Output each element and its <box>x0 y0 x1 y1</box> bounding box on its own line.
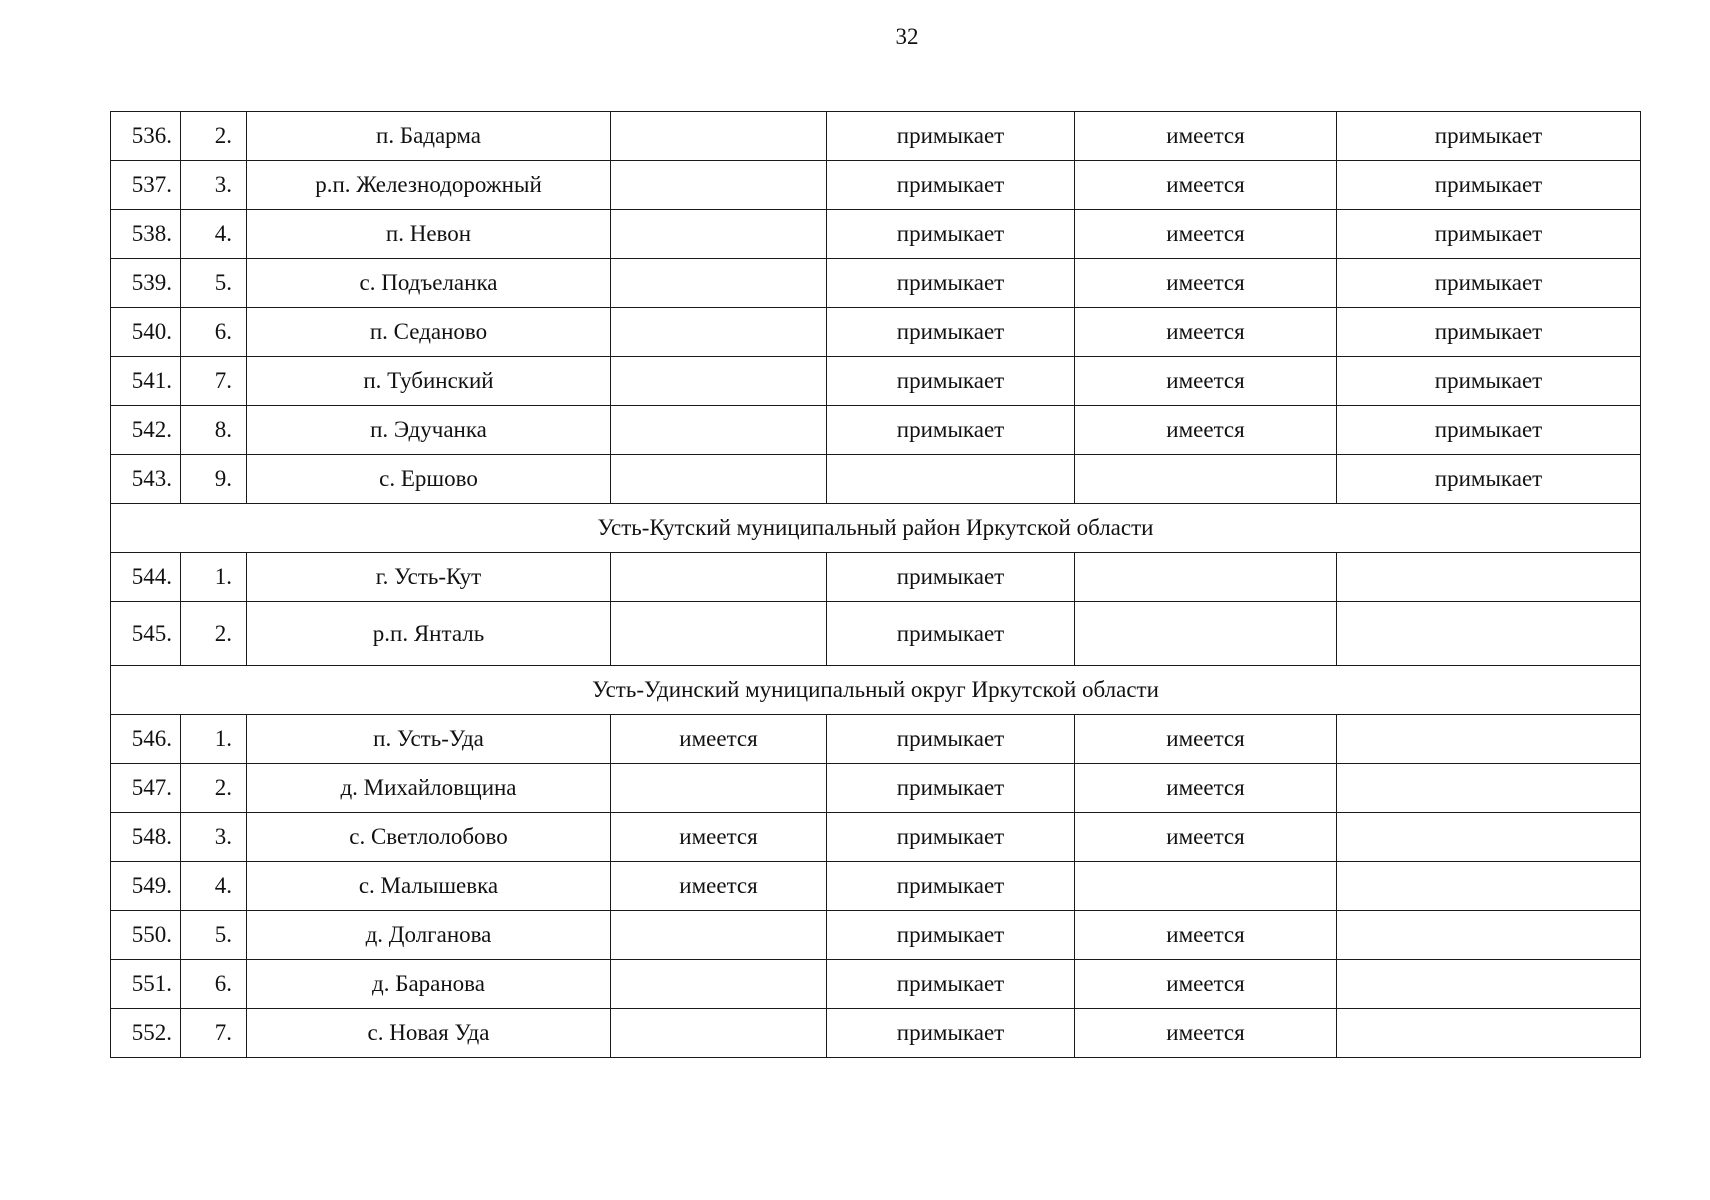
cell-col4 <box>611 161 827 210</box>
table-row <box>111 602 1641 666</box>
cell-col7 <box>1337 764 1641 813</box>
cell-col6: имеется <box>1075 112 1337 161</box>
settlement-name: д. Баранова <box>247 960 611 1009</box>
cell-col4 <box>611 911 827 960</box>
row-subnumber: 2. <box>181 112 247 161</box>
cell-col5: примыкает <box>827 161 1075 210</box>
table-row <box>111 715 1641 764</box>
row-subnumber: 5. <box>181 911 247 960</box>
settlement-name: д. Долганова <box>247 911 611 960</box>
cell-col4 <box>611 455 827 504</box>
cell-col6: имеется <box>1075 357 1337 406</box>
row-number: 546. <box>111 715 181 764</box>
table-row <box>111 357 1641 406</box>
row-number: 540. <box>111 308 181 357</box>
cell-col4 <box>611 210 827 259</box>
cell-col6: имеется <box>1075 308 1337 357</box>
cell-col4 <box>611 112 827 161</box>
settlement-name: п. Эдучанка <box>247 406 611 455</box>
settlement-name: п. Усть-Уда <box>247 715 611 764</box>
cell-col5: примыкает <box>827 602 1075 666</box>
cell-col6 <box>1075 602 1337 666</box>
cell-col5: примыкает <box>827 259 1075 308</box>
table-row <box>111 112 1641 161</box>
cell-col4: имеется <box>611 862 827 911</box>
settlement-name: с. Новая Уда <box>247 1009 611 1058</box>
cell-col6: имеется <box>1075 715 1337 764</box>
table-row <box>111 455 1641 504</box>
cell-col7: примыкает <box>1337 210 1641 259</box>
cell-col5: примыкает <box>827 960 1075 1009</box>
table-row <box>111 553 1641 602</box>
cell-col7: примыкает <box>1337 455 1641 504</box>
cell-col7 <box>1337 911 1641 960</box>
row-subnumber: 3. <box>181 813 247 862</box>
table-row <box>111 813 1641 862</box>
settlement-name: п. Тубинский <box>247 357 611 406</box>
row-subnumber: 6. <box>181 960 247 1009</box>
cell-col5: примыкает <box>827 308 1075 357</box>
section-title-ust-kut: Усть-Кутский муниципальный район Иркутской области <box>111 504 1641 553</box>
cell-col4 <box>611 1009 827 1058</box>
table-row <box>111 862 1641 911</box>
row-number: 552. <box>111 1009 181 1058</box>
row-subnumber: 7. <box>181 357 247 406</box>
row-number: 545. <box>111 602 181 666</box>
table-row <box>111 406 1641 455</box>
row-number: 549. <box>111 862 181 911</box>
cell-col4 <box>611 553 827 602</box>
cell-col7 <box>1337 602 1641 666</box>
cell-col7: примыкает <box>1337 112 1641 161</box>
row-subnumber: 2. <box>181 602 247 666</box>
row-subnumber: 3. <box>181 161 247 210</box>
cell-col4 <box>611 960 827 1009</box>
cell-col4 <box>611 406 827 455</box>
cell-col5: примыкает <box>827 813 1075 862</box>
table-row <box>111 210 1641 259</box>
cell-col6: имеется <box>1075 210 1337 259</box>
settlement-name: п. Бадарма <box>247 112 611 161</box>
cell-col7 <box>1337 715 1641 764</box>
settlement-name: д. Михайловщина <box>247 764 611 813</box>
table-row <box>111 1009 1641 1058</box>
cell-col4 <box>611 764 827 813</box>
row-subnumber: 1. <box>181 715 247 764</box>
section-header-row <box>111 504 1641 553</box>
cell-col5: примыкает <box>827 112 1075 161</box>
cell-col6: имеется <box>1075 911 1337 960</box>
cell-col5: примыкает <box>827 210 1075 259</box>
cell-col6 <box>1075 455 1337 504</box>
settlement-name: с. Ершово <box>247 455 611 504</box>
settlement-name: с. Светлолобово <box>247 813 611 862</box>
cell-col5: примыкает <box>827 862 1075 911</box>
row-number: 550. <box>111 911 181 960</box>
table-row <box>111 960 1641 1009</box>
cell-col7: примыкает <box>1337 259 1641 308</box>
cell-col5 <box>827 455 1075 504</box>
row-subnumber: 5. <box>181 259 247 308</box>
cell-col6: имеется <box>1075 161 1337 210</box>
cell-col6 <box>1075 862 1337 911</box>
table-row <box>111 259 1641 308</box>
cell-col6: имеется <box>1075 813 1337 862</box>
section-header-row <box>111 666 1641 715</box>
row-number: 539. <box>111 259 181 308</box>
row-number: 544. <box>111 553 181 602</box>
cell-col4 <box>611 308 827 357</box>
cell-col5: примыкает <box>827 553 1075 602</box>
cell-col7 <box>1337 813 1641 862</box>
row-number: 537. <box>111 161 181 210</box>
row-subnumber: 2. <box>181 764 247 813</box>
cell-col7: примыкает <box>1337 406 1641 455</box>
cell-col7 <box>1337 960 1641 1009</box>
settlement-name: п. Седаново <box>247 308 611 357</box>
settlement-name: р.п. Железнодорожный <box>247 161 611 210</box>
row-number: 543. <box>111 455 181 504</box>
cell-col7 <box>1337 1009 1641 1058</box>
cell-col5: примыкает <box>827 406 1075 455</box>
cell-col6: имеется <box>1075 1009 1337 1058</box>
cell-col5: примыкает <box>827 764 1075 813</box>
row-subnumber: 1. <box>181 553 247 602</box>
row-number: 548. <box>111 813 181 862</box>
cell-col7 <box>1337 553 1641 602</box>
settlement-name: р.п. Янталь <box>247 602 611 666</box>
row-subnumber: 4. <box>181 210 247 259</box>
cell-col6: имеется <box>1075 259 1337 308</box>
table-row <box>111 911 1641 960</box>
settlement-name: г. Усть-Кут <box>247 553 611 602</box>
row-number: 551. <box>111 960 181 1009</box>
table-row <box>111 161 1641 210</box>
settlement-name: с. Подъеланка <box>247 259 611 308</box>
cell-col4 <box>611 259 827 308</box>
cell-col5: примыкает <box>827 911 1075 960</box>
cell-col7: примыкает <box>1337 308 1641 357</box>
cell-col4 <box>611 602 827 666</box>
cell-col6: имеется <box>1075 960 1337 1009</box>
row-number: 536. <box>111 112 181 161</box>
cell-col7 <box>1337 862 1641 911</box>
settlements-table <box>110 111 1641 1058</box>
cell-col5: примыкает <box>827 357 1075 406</box>
row-subnumber: 6. <box>181 308 247 357</box>
settlement-name: с. Малышевка <box>247 862 611 911</box>
row-number: 547. <box>111 764 181 813</box>
settlement-name: п. Невон <box>247 210 611 259</box>
page-number: 32 <box>895 24 919 49</box>
cell-col6 <box>1075 553 1337 602</box>
cell-col6: имеется <box>1075 406 1337 455</box>
row-subnumber: 9. <box>181 455 247 504</box>
cell-col4: имеется <box>611 813 827 862</box>
section-title-ust-uda: Усть-Удинский муниципальный округ Иркутской области <box>111 666 1641 715</box>
row-subnumber: 8. <box>181 406 247 455</box>
row-number: 538. <box>111 210 181 259</box>
cell-col5: примыкает <box>827 715 1075 764</box>
cell-col7: примыкает <box>1337 357 1641 406</box>
row-subnumber: 7. <box>181 1009 247 1058</box>
cell-col5: примыкает <box>827 1009 1075 1058</box>
cell-col6: имеется <box>1075 764 1337 813</box>
cell-col4 <box>611 357 827 406</box>
table-row <box>111 764 1641 813</box>
row-number: 542. <box>111 406 181 455</box>
table-row <box>111 308 1641 357</box>
cell-col4: имеется <box>611 715 827 764</box>
row-number: 541. <box>111 357 181 406</box>
cell-col7: примыкает <box>1337 161 1641 210</box>
row-subnumber: 4. <box>181 862 247 911</box>
